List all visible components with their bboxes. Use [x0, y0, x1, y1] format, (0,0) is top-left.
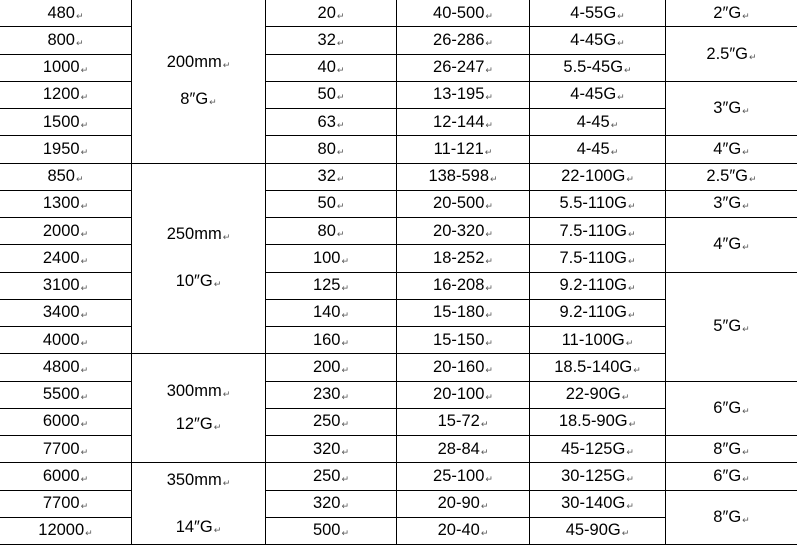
table-cell: 320 ↵ [266, 491, 397, 518]
table-cell: 5.5-45G ↵ [530, 55, 666, 82]
table-cell: 20-160 ↵ [397, 354, 530, 381]
outlet-cell: 3″G ↵ [666, 82, 797, 137]
table-cell: 25-100 ↵ [397, 463, 530, 490]
table-cell: 32 ↵ [266, 164, 397, 191]
outlet-cell: 2.5″G ↵ [666, 164, 797, 191]
table-cell: 3400 ↵ [0, 300, 132, 327]
table-cell: 9.2-110G ↵ [530, 273, 666, 300]
table-cell: 5.5-110G ↵ [530, 191, 666, 218]
table-cell: 3100 ↵ [0, 273, 132, 300]
table-cell: 20-500 ↵ [397, 191, 530, 218]
table-cell: 6000 ↵ [0, 409, 132, 436]
table-cell: 40-500 ↵ [397, 0, 530, 27]
table-cell: 16-208 ↵ [397, 273, 530, 300]
outlet-cell: 2″G ↵ [666, 0, 797, 27]
table-cell: 138-598 ↵ [397, 164, 530, 191]
group-cell: 350mm ↵ 14″G ↵ [132, 463, 266, 545]
table-cell: 20-100 ↵ [397, 382, 530, 409]
table-cell: 22-90G ↵ [530, 382, 666, 409]
table-cell: 11-121 ↵ [397, 136, 530, 163]
table-cell: 45-90G ↵ [530, 518, 666, 545]
table-cell: 13-195 ↵ [397, 82, 530, 109]
table-cell: 63 ↵ [266, 109, 397, 136]
table-cell: 1000 ↵ [0, 55, 132, 82]
table-cell: 7.5-110G ↵ [530, 245, 666, 272]
table-cell: 22-100G ↵ [530, 164, 666, 191]
table-cell: 100 ↵ [266, 245, 397, 272]
table-cell: 2000 ↵ [0, 218, 132, 245]
table-cell: 1300 ↵ [0, 191, 132, 218]
table-cell: 850 ↵ [0, 164, 132, 191]
group-cell: 250mm ↵ 10″G ↵ [132, 164, 266, 355]
table-cell: 26-247 ↵ [397, 55, 530, 82]
outlet-cell: 2.5″G ↵ [666, 27, 797, 82]
table-cell: 4-45G ↵ [530, 82, 666, 109]
table-cell: 50 ↵ [266, 82, 397, 109]
table-cell: 20-90 ↵ [397, 491, 530, 518]
table-cell: 7700 ↵ [0, 491, 132, 518]
table-cell: 480 ↵ [0, 0, 132, 27]
table-cell: 40 ↵ [266, 55, 397, 82]
table-cell: 500 ↵ [266, 518, 397, 545]
table-cell: 28-84 ↵ [397, 436, 530, 463]
table-cell: 320 ↵ [266, 436, 397, 463]
outlet-cell: 6″G ↵ [666, 382, 797, 437]
table-cell: 12-144 ↵ [397, 109, 530, 136]
outlet-cell: 5″G ↵ [666, 273, 797, 382]
table-cell: 12000 ↵ [0, 518, 132, 545]
table-cell: 160 ↵ [266, 327, 397, 354]
table-cell: 80 ↵ [266, 136, 397, 163]
table-cell: 30-125G ↵ [530, 463, 666, 490]
table-cell: 4000 ↵ [0, 327, 132, 354]
table-cell: 4-55G ↵ [530, 0, 666, 27]
table-cell: 18.5-90G ↵ [530, 409, 666, 436]
table-cell: 20-320 ↵ [397, 218, 530, 245]
table-cell: 6000 ↵ [0, 463, 132, 490]
table-cell: 250 ↵ [266, 409, 397, 436]
table-cell: 20 ↵ [266, 0, 397, 27]
table-cell: 140 ↵ [266, 300, 397, 327]
table-cell: 50 ↵ [266, 191, 397, 218]
table-cell: 1950 ↵ [0, 136, 132, 163]
table-cell: 4800 ↵ [0, 354, 132, 381]
table-cell: 800 ↵ [0, 27, 132, 54]
table-cell: 30-140G ↵ [530, 491, 666, 518]
table-cell: 230 ↵ [266, 382, 397, 409]
table-cell: 18.5-140G ↵ [530, 354, 666, 381]
outlet-cell: 8″G ↵ [666, 436, 797, 463]
table-cell: 45-125G ↵ [530, 436, 666, 463]
table-cell: 125 ↵ [266, 273, 397, 300]
outlet-cell: 6″G ↵ [666, 463, 797, 490]
table-cell: 11-100G ↵ [530, 327, 666, 354]
outlet-cell: 4″G ↵ [666, 136, 797, 163]
outlet-cell: 8″G ↵ [666, 491, 797, 546]
table-cell: 80 ↵ [266, 218, 397, 245]
table-cell: 4-45G ↵ [530, 27, 666, 54]
group-cell: 200mm ↵ 8″G ↵ [132, 0, 266, 164]
table-cell: 250 ↵ [266, 463, 397, 490]
table-cell: 15-180 ↵ [397, 300, 530, 327]
table-cell: 4-45 ↵ [530, 136, 666, 163]
table-cell: 1200 ↵ [0, 82, 132, 109]
table-cell: 20-40 ↵ [397, 518, 530, 545]
table-cell: 5500 ↵ [0, 382, 132, 409]
table-cell: 15-150 ↵ [397, 327, 530, 354]
table-cell: 18-252 ↵ [397, 245, 530, 272]
table-cell: 4-45 ↵ [530, 109, 666, 136]
table-cell: 7700 ↵ [0, 436, 132, 463]
table-cell: 15-72 ↵ [397, 409, 530, 436]
group-cell: 300mm ↵ 12″G ↵ [132, 354, 266, 463]
table-cell: 1500 ↵ [0, 109, 132, 136]
outlet-cell: 3″G ↵ [666, 191, 797, 218]
table-cell: 9.2-110G ↵ [530, 300, 666, 327]
outlet-cell: 4″G ↵ [666, 218, 797, 273]
table-cell: 26-286 ↵ [397, 27, 530, 54]
table-cell: 7.5-110G ↵ [530, 218, 666, 245]
table-cell: 2400 ↵ [0, 245, 132, 272]
table-cell: 32 ↵ [266, 27, 397, 54]
table-cell: 200 ↵ [266, 354, 397, 381]
